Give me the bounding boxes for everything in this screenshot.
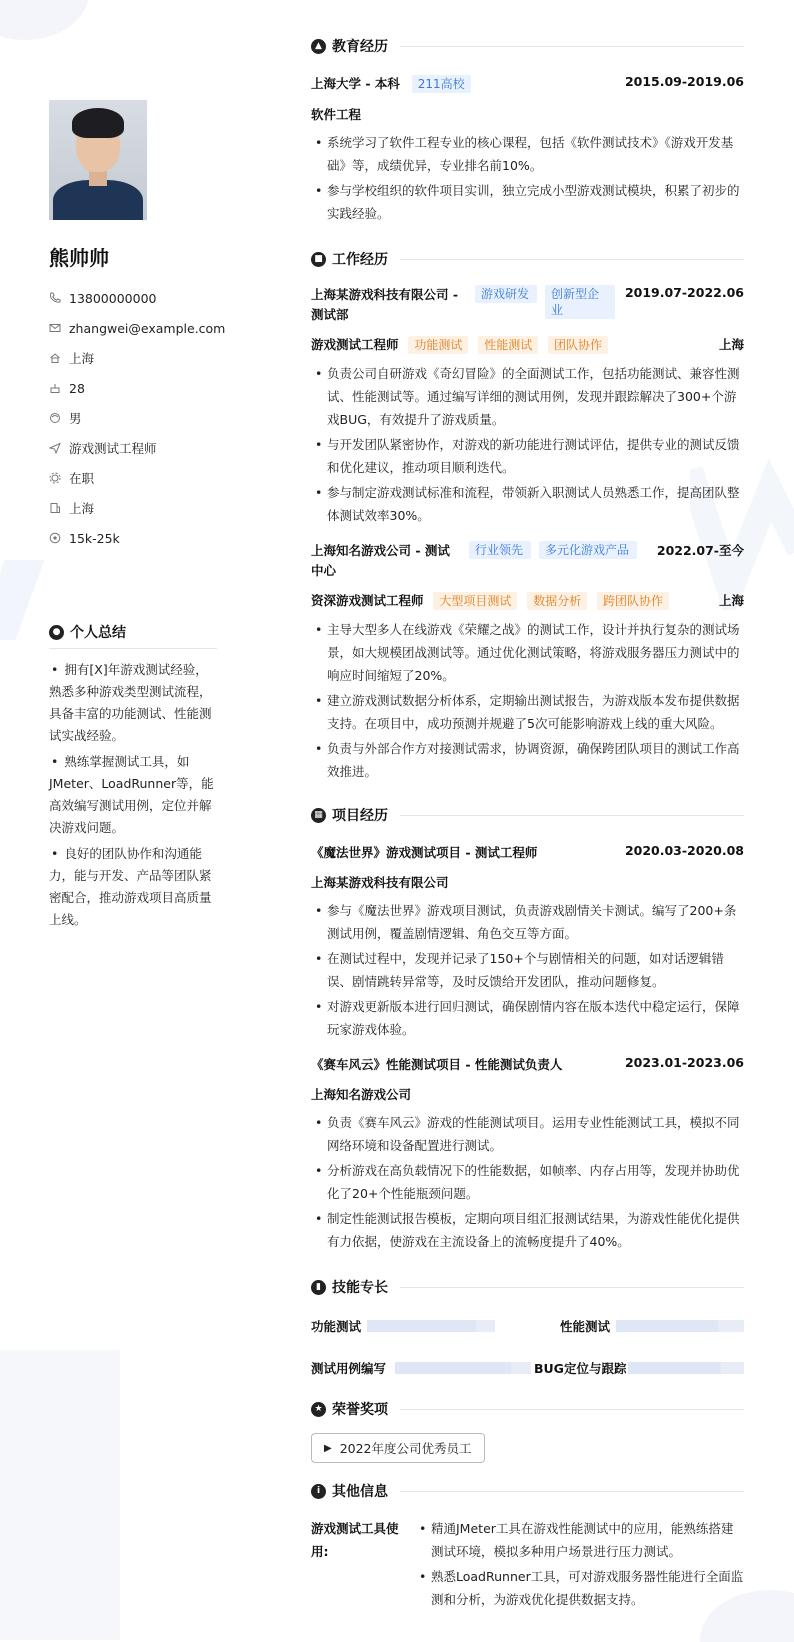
- skill-name: 测试用例编写: [311, 1361, 387, 1376]
- send-icon: [49, 442, 61, 454]
- decorative-block: [0, 1350, 120, 1640]
- skills-heading: [311, 1277, 744, 1297]
- job-city: 上海: [718, 593, 744, 608]
- list-item: • 参与学校组织的软件项目实训，独立完成小型游戏测试模块，积累了初步的实践经验。: [311, 179, 744, 225]
- work-heading-label: 工作经历: [332, 252, 388, 268]
- skill-level-bar: [395, 1362, 531, 1374]
- education-section: [311, 36, 744, 225]
- skill-tag: 功能测试: [408, 336, 468, 354]
- job-role-row: [311, 591, 744, 610]
- skill-item: [534, 1359, 744, 1377]
- work-heading: [311, 249, 744, 269]
- chart-icon: ▮: [311, 1280, 326, 1295]
- bullet-text: 与开发团队紧密协作，对游戏的新功能进行测试评估，提供专业的测试反馈和优化建议，推动项目顺利迭代。: [327, 437, 740, 475]
- job-tag: 游戏研发: [475, 285, 537, 303]
- info-text: 在职: [69, 471, 95, 486]
- job-city: 上海: [718, 337, 744, 352]
- list-item: • 良好的团队协作和沟通能力，能与开发、产品等团队紧密配合，推动游戏项目高质量上线。: [49, 846, 212, 927]
- decorative-circle: [0, 0, 90, 40]
- bullet-text: 负责与外部合作方对接测试需求，协调资源，确保跨团队项目的测试工作高效推进。: [327, 741, 740, 779]
- job-header: [311, 541, 744, 581]
- cake-icon: [49, 382, 61, 394]
- skill-level-bar: [628, 1362, 744, 1374]
- list-item: • 负责公司自研游戏《奇幻冒险》的全面测试工作，包括功能测试、兼容性测试、性能测试等。通过编写详细的测试用例，发现并跟踪解决了300+个游戏BUG，有效提升了游戏质量。: [311, 362, 744, 431]
- avatar: [49, 100, 147, 220]
- info-age: [49, 373, 219, 403]
- list-item: • 制定性能测试报告模板，定期向项目组汇报测试结果，为游戏性能优化提供有力依据，使游戏在主流设备上的流畅度提升了40%。: [311, 1207, 744, 1253]
- summary-list: [49, 659, 217, 931]
- project-date: 2020.03-2020.08: [624, 843, 744, 858]
- project-title: 《赛车风云》性能测试项目 - 性能测试负责人: [311, 1057, 563, 1072]
- summary-heading: [49, 622, 217, 649]
- mail-icon: [49, 322, 61, 334]
- info-text: 游戏测试工程师: [69, 441, 157, 456]
- education-header: [311, 74, 744, 93]
- graduation-cap-icon: ▲: [311, 39, 326, 54]
- bullet-text: 对游戏更新版本进行回归测试，确保剧情内容在版本迭代中稳定运行，保障玩家游戏体验。: [327, 999, 740, 1037]
- grid-icon: ▦: [311, 808, 326, 823]
- education-heading-label: 教育经历: [332, 39, 388, 55]
- skill-tag: 性能测试: [478, 336, 538, 354]
- profile-info-list: [49, 283, 226, 553]
- job-duties: [311, 618, 744, 783]
- job-company: 上海某游戏科技有限公司 - 测试部: [311, 287, 459, 322]
- skill-name: 功能测试: [311, 1319, 362, 1334]
- list-item: • 负责与外部合作方对接测试需求，协调资源，确保跨团队项目的测试工作高效推进。: [311, 737, 744, 783]
- job-date: 2022.07-至今: [656, 543, 744, 558]
- award-label: 2022年度公司优秀员工: [339, 1441, 472, 1456]
- phone-icon: [49, 292, 61, 304]
- job-role-row: [311, 335, 744, 354]
- building-icon: [49, 502, 61, 514]
- info-location: [49, 343, 219, 373]
- bullet-text: 熟悉LoadRunner工具，可对游戏服务器性能进行全面监测和分析，为游戏优化提供数据支持。: [431, 1569, 744, 1607]
- summary-section: [49, 622, 217, 935]
- trophy-icon: ★: [311, 1402, 326, 1417]
- home-icon: [49, 352, 61, 364]
- gender-icon: [49, 412, 61, 424]
- other-heading: [311, 1481, 744, 1501]
- info-text: 28: [69, 380, 85, 396]
- job-tag: 行业领先: [469, 541, 531, 559]
- project-title: 《魔法世界》游戏测试项目 - 测试工程师: [311, 845, 538, 860]
- bullet-text: 负责公司自研游戏《奇幻冒险》的全面测试工作，包括功能测试、兼容性测试、性能测试等。通过编写详细的测试用例，发现并跟踪解决了300+个游戏BUG，有效提升了游戏质量。: [327, 366, 740, 427]
- person-icon: ●: [49, 625, 64, 640]
- skills-heading-label: 技能专长: [332, 1280, 388, 1296]
- info-position: [49, 433, 219, 463]
- skill-level-fill: [616, 1320, 718, 1332]
- summary-text: 良好的团队协作和沟通能力，能与开发、产品等团队紧密配合，推动游戏项目高质量上线。: [49, 846, 212, 927]
- salary-icon: [49, 532, 61, 544]
- skill-tag: 数据分析: [527, 592, 587, 610]
- bullet-text: 参与学校组织的软件项目实训，独立完成小型游戏测试模块，积累了初步的实践经验。: [327, 183, 740, 221]
- sidebar: [49, 100, 226, 553]
- other-row: [311, 1517, 744, 1613]
- list-item: • 参与《魔法世界》游戏项目测试，负责游戏剧情关卡测试。编写了200+条测试用例，覆盖剧情逻辑、角色交互等方面。: [311, 899, 744, 945]
- project-duties: [311, 899, 744, 1041]
- projects-section: [311, 805, 744, 1253]
- info-text: 13800000000: [69, 290, 157, 306]
- other-list: [415, 1517, 744, 1613]
- skill-name: BUG定位与跟踪: [534, 1361, 627, 1376]
- skill-tag: 团队协作: [548, 336, 608, 354]
- honors-section: [311, 1399, 744, 1463]
- list-item: • 熟练掌握测试工具，如JMeter、LoadRunner等，能高效编写测试用例，定位并解决游戏问题。: [49, 754, 214, 835]
- list-item: • 对游戏更新版本进行回归测试，确保剧情内容在版本迭代中稳定运行，保障玩家游戏体验。: [311, 995, 744, 1041]
- other-heading-label: 其他信息: [332, 1484, 388, 1500]
- skill-item: [311, 1359, 531, 1377]
- info-phone: [49, 283, 219, 313]
- bullet-text: 负责《赛车风云》游戏的性能测试项目。运用专业性能测试工具，模拟不同网络环境和设备配置进行测试。: [327, 1115, 740, 1153]
- job-tag: 创新型企业: [545, 285, 615, 319]
- skill-level-bar: [367, 1320, 495, 1332]
- list-item: • 熟悉LoadRunner工具，可对游戏服务器性能进行全面监测和分析，为游戏优化提供数据支持。: [415, 1565, 744, 1611]
- info-salary: [49, 523, 219, 553]
- decorative-stripe: [0, 560, 45, 640]
- info-text: 男: [69, 411, 82, 426]
- project-duties: [311, 1111, 744, 1253]
- skills-section: [311, 1277, 744, 1377]
- skill-item: [311, 1317, 495, 1335]
- summary-text: 拥有[X]年游戏测试经验，熟悉多种游戏类型测试流程，具备丰富的功能测试、性能测试实战经验。: [49, 662, 212, 743]
- projects-heading: [311, 805, 744, 825]
- info-text: 上海: [69, 501, 95, 516]
- bullet-text: 精通JMeter工具在游戏性能测试中的应用，能熟练搭建测试环境，模拟多种用户场景进行压力测试。: [431, 1521, 734, 1559]
- project-header: [311, 1055, 744, 1073]
- list-item: • 与开发团队紧密协作，对游戏的新功能进行测试评估，提供专业的测试反馈和优化建议，推动项目顺利迭代。: [311, 433, 744, 479]
- job-role: 游戏测试工程师: [311, 337, 399, 352]
- project-header: [311, 843, 744, 861]
- list-item: • 主导大型多人在线游戏《荣耀之战》的测试工作，设计并执行复杂的测试场景，如大规模团战测试等。通过优化测试策略，将游戏服务器压力测试中的响应时间缩短了20%。: [311, 618, 744, 687]
- info-gender: [49, 403, 219, 433]
- status-icon: [49, 472, 61, 484]
- education-date: 2015.09-2019.06: [624, 74, 744, 89]
- list-item: • 系统学习了软件工程专业的核心课程，包括《软件测试技术》《游戏开发基础》等，成绩优异，专业排名前10%。: [311, 131, 744, 177]
- other-section: [311, 1481, 744, 1613]
- skill-name: 性能测试: [560, 1319, 611, 1334]
- list-item: • 参与制定游戏测试标准和流程，带领新入职测试人员熟悉工作，提高团队整体测试效率30%。: [311, 481, 744, 527]
- skill-tag: 跨团队协作: [597, 592, 669, 610]
- list-item: • 负责《赛车风云》游戏的性能测试项目。运用专业性能测试工具，模拟不同网络环境和设备配置进行测试。: [311, 1111, 744, 1157]
- bullet-text: 分析游戏在高负载情况下的性能数据，如帧率、内存占用等，发现并协助优化了20+个性能瓶颈问题。: [327, 1163, 740, 1201]
- bullet-text: 主导大型多人在线游戏《荣耀之战》的测试工作，设计并执行复杂的测试场景，如大规模团战测试等。通过优化测试策略，将游戏服务器压力测试中的响应时间缩短了20%。: [327, 622, 740, 683]
- summary-heading-label: 个人总结: [70, 625, 126, 641]
- job-header: [311, 285, 744, 325]
- education-tag: 211高校: [412, 75, 471, 93]
- info-email: [49, 313, 226, 343]
- list-item: • 建立游戏测试数据分析体系，定期输出测试报告，为游戏版本发布提供数据支持。在项目中，成功预测并规避了5次可能影响游戏上线的重大风险。: [311, 689, 744, 735]
- skill-item: [560, 1317, 744, 1335]
- award-item[interactable]: [311, 1433, 485, 1463]
- bullet-text: 建立游戏测试数据分析体系，定期输出测试报告，为游戏版本发布提供数据支持。在项目中，成功预测并规避了5次可能影响游戏上线的重大风险。: [327, 693, 740, 731]
- info-text: 上海: [69, 351, 95, 366]
- info-text: zhangwei@example.com: [69, 320, 226, 336]
- briefcase-icon: ■: [311, 252, 326, 267]
- job-company: 上海知名游戏公司 - 测试中心: [311, 543, 450, 578]
- list-item: • 在测试过程中，发现并记录了150+个与剧情相关的问题，如对话逻辑错误、剧情跳转异常等，及时反馈给开发团队，推动问题修复。: [311, 947, 744, 993]
- info-text: 15k-25k: [69, 530, 120, 546]
- other-label: 游戏测试工具使用:: [311, 1521, 399, 1559]
- info-work-city: [49, 493, 219, 523]
- work-section: [311, 249, 744, 783]
- skill-level-fill: [367, 1320, 476, 1332]
- education-school: 上海大学 - 本科: [311, 76, 400, 91]
- bullet-text: 参与制定游戏测试标准和流程，带领新入职测试人员熟悉工作，提高团队整体测试效率30%。: [327, 485, 740, 523]
- info-status: [49, 463, 219, 493]
- project-company: 上海某游戏科技有限公司: [311, 875, 449, 890]
- list-item: • 分析游戏在高负载情况下的性能数据，如帧率、内存占用等，发现并协助优化了20+个性能瓶颈问题。: [311, 1159, 744, 1205]
- skill-level-fill: [395, 1362, 511, 1374]
- bullet-text: 在测试过程中，发现并记录了150+个与剧情相关的问题，如对话逻辑错误、剧情跳转异常等，及时反馈给开发团队，推动问题修复。: [327, 951, 724, 989]
- summary-text: 熟练掌握测试工具，如JMeter、LoadRunner等，能高效编写测试用例，定位并解决游戏问题。: [49, 754, 214, 835]
- job-role: 资深游戏测试工程师: [311, 593, 424, 608]
- job-duties: [311, 362, 744, 527]
- bullet-text: 系统学习了软件工程专业的核心课程，包括《软件测试技术》《游戏开发基础》等，成绩优异，专业排名前10%。: [327, 135, 734, 173]
- play-icon: ▶: [324, 1442, 332, 1454]
- project-date: 2023.01-2023.06: [624, 1055, 744, 1070]
- profile-name: 熊帅帅: [49, 246, 109, 270]
- honors-heading-label: 荣誉奖项: [332, 1402, 388, 1418]
- main-content: [311, 36, 744, 1613]
- skills-row: [311, 1317, 744, 1335]
- job-date: 2019.07-2022.06: [624, 285, 744, 300]
- job-tag: 多元化游戏产品: [539, 541, 637, 559]
- skill-level-bar: [616, 1320, 744, 1332]
- info-icon: i: [311, 1484, 326, 1499]
- bullet-text: 制定性能测试报告模板，定期向项目组汇报测试结果，为游戏性能优化提供有力依据，使游戏在主流设备上的流畅度提升了40%。: [327, 1211, 740, 1249]
- skill-level-fill: [628, 1362, 721, 1374]
- education-major: 软件工程: [311, 107, 362, 122]
- project-company: 上海知名游戏公司: [311, 1087, 412, 1102]
- skill-tag: 大型项目测试: [433, 592, 517, 610]
- list-item: • 拥有[X]年游戏测试经验，熟悉多种游戏类型测试流程，具备丰富的功能测试、性能测试实战经验。: [49, 662, 212, 743]
- honors-heading: [311, 1399, 744, 1419]
- projects-heading-label: 项目经历: [332, 808, 388, 824]
- list-item: • 精通JMeter工具在游戏性能测试中的应用，能熟练搭建测试环境，模拟多种用户场景进行压力测试。: [415, 1517, 744, 1563]
- education-list: [311, 131, 744, 225]
- skills-row: [311, 1359, 744, 1377]
- bullet-text: 参与《魔法世界》游戏项目测试，负责游戏剧情关卡测试。编写了200+条测试用例，覆盖剧情逻辑、角色交互等方面。: [327, 903, 737, 941]
- education-heading: [311, 36, 744, 56]
